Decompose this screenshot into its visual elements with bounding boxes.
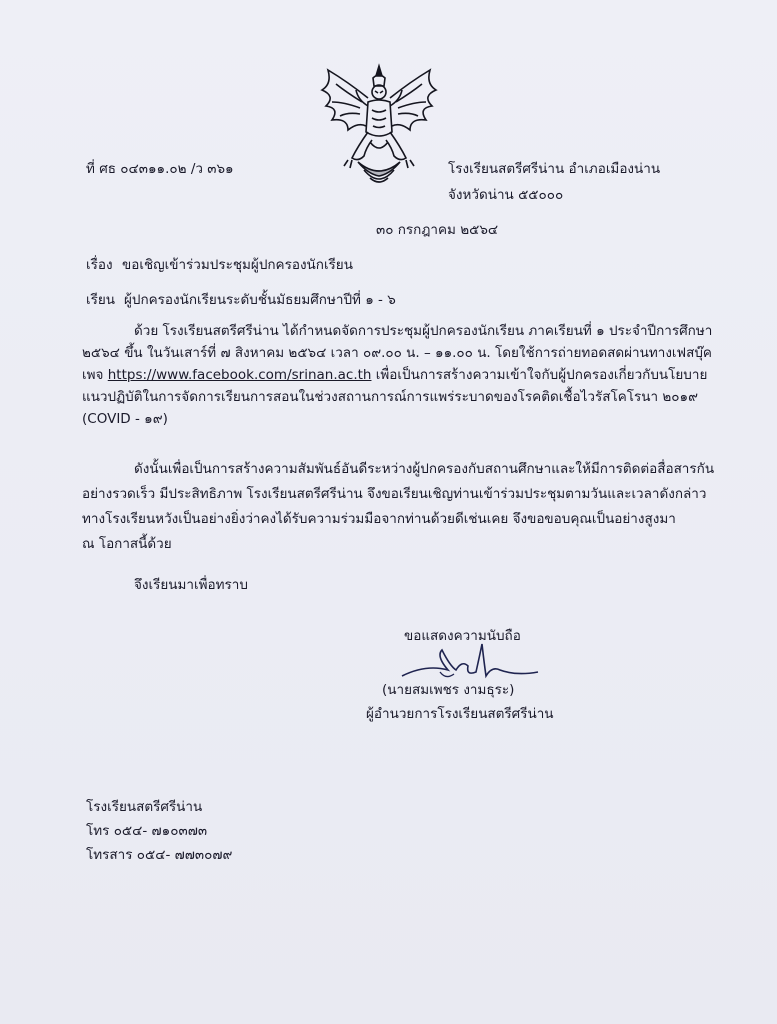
reference-number: ที่ ศธ ๐๔๓๑๑.๐๒ /ว ๓๖๑	[86, 161, 234, 177]
signature-closing: ขอแสดงความนับถือ	[404, 628, 521, 644]
footer-phone: โทร ๐๕๔- ๗๑๐๓๗๓	[86, 823, 208, 839]
paragraph2-line1: ดังนั้นเพื่อเป็นการสร้างความสัมพันธ์อันดีระหว่างผู้ปกครองกับสถานศึกษาและให้มีการติดต่อสื่อสารกัน	[134, 461, 715, 477]
signatory-position: ผู้อำนวยการโรงเรียนสตรีศรีน่าน	[366, 706, 554, 722]
footer-fax: โทรสาร ๐๕๔- ๗๗๓๐๗๙	[86, 847, 233, 863]
signatory-name: (นายสมเพชร งามธุระ)	[382, 682, 515, 698]
closing-request: จึงเรียนมาเพื่อทราบ	[134, 577, 248, 593]
sender-address-line1: โรงเรียนสตรีศรีน่าน อำเภอเมืองน่าน	[448, 161, 661, 177]
recipient-label: เรียน	[86, 292, 116, 308]
paragraph1-line4: แนวปฏิบัติในการจัดการเรียนการสอนในช่วงสถานการณ์การแพร่ระบาดของโรคติดเชื้อไวรัสโคโรนา ๒๐๑๙	[82, 389, 698, 405]
garuda-emblem-icon	[318, 62, 440, 190]
paragraph1-line2: ๒๕๖๔ ขึ้น ในวันเสาร์ที่ ๗ สิงหาคม ๒๕๖๔ เวลา ๐๙.๐๐ น. – ๑๑.๐๐ น. โดยใช้การถ่ายทอดสดผ่านทางเฟสบุ๊ค	[82, 345, 712, 361]
paragraph1-line3-rest: เพื่อเป็นการสร้างความเข้าใจกับผู้ปกครองเกี่ยวกับนโยบาย	[375, 367, 708, 383]
subject-label: เรื่อง	[86, 257, 113, 273]
paragraph2-line3: ทางโรงเรียนหวังเป็นอย่างยิ่งว่าคงได้รับความร่วมมือจากท่านด้วยดีเช่นเคย จึงขอขอบคุณเป็นอย่างสูงมา	[82, 511, 676, 527]
facebook-page-prefix: เพจ	[82, 367, 104, 383]
subject-text: ขอเชิญเข้าร่วมประชุมผู้ปกครองนักเรียน	[122, 257, 353, 273]
paragraph2-line4: ณ โอกาสนี้ด้วย	[82, 536, 172, 552]
paragraph1-line3	[82, 364, 707, 386]
footer-organization: โรงเรียนสตรีศรีน่าน	[86, 799, 203, 815]
facebook-url-link[interactable]: https://www.facebook.com/srinan.ac.th	[107, 367, 372, 383]
paragraph1-line1: ด้วย โรงเรียนสตรีศรีน่าน ได้กำหนดจัดการประชุมผู้ปกครองนักเรียน ภาคเรียนที่ ๑ ประจำปีการศึกษา	[134, 323, 713, 339]
paragraph2-line2: อย่างรวดเร็ว มีประสิทธิภาพ โรงเรียนสตรีศรีน่าน จึงขอเรียนเชิญท่านเข้าร่วมประชุมตามวันและเวลาดังกล่าว	[82, 486, 707, 502]
sender-address-line2: จังหวัดน่าน ๕๕๐๐๐	[448, 187, 564, 203]
paragraph1-line5: (COVID - ๑๙)	[82, 411, 168, 427]
recipient-text: ผู้ปกครองนักเรียนระดับชั้นมัธยมศึกษาปีที่ ๑ - ๖	[124, 292, 396, 308]
letter-date: ๓๐ กรกฎาคม ๒๕๖๔	[376, 222, 499, 238]
